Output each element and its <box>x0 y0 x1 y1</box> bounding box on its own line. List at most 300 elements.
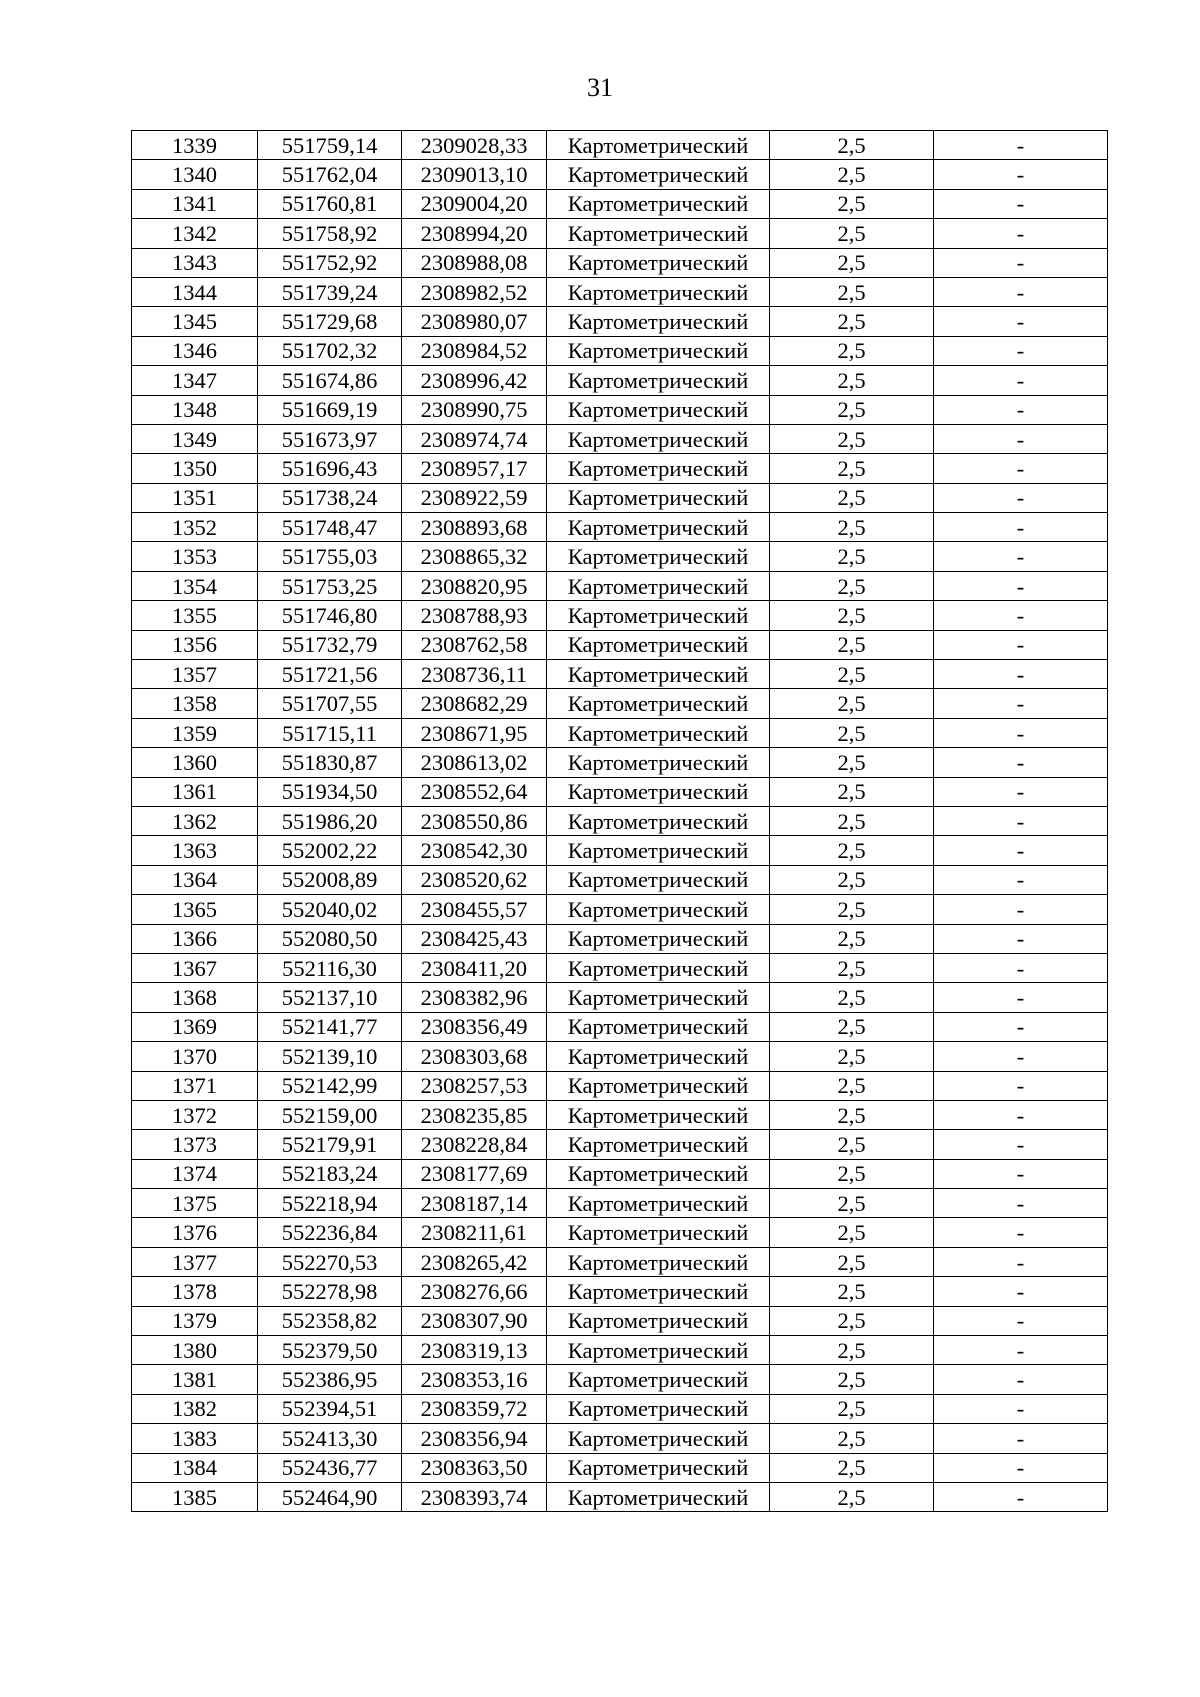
note-cell: - <box>934 1306 1108 1335</box>
accuracy-cell: 2,5 <box>770 601 934 630</box>
x-coordinate-cell: 552464,90 <box>258 1482 402 1511</box>
method-cell: Картометрический <box>547 1277 770 1306</box>
point-number-cell: 1361 <box>132 777 258 806</box>
note-cell: - <box>934 277 1108 306</box>
table-row <box>132 689 1108 718</box>
y-coordinate-cell: 2308820,95 <box>402 571 547 600</box>
accuracy-cell: 2,5 <box>770 953 934 982</box>
accuracy-cell: 2,5 <box>770 513 934 542</box>
point-number-cell: 1357 <box>132 660 258 689</box>
point-number-cell: 1352 <box>132 513 258 542</box>
y-coordinate-cell: 2308982,52 <box>402 277 547 306</box>
table-row <box>132 718 1108 747</box>
y-coordinate-cell: 2308177,69 <box>402 1159 547 1188</box>
accuracy-cell: 2,5 <box>770 1218 934 1247</box>
accuracy-cell: 2,5 <box>770 277 934 306</box>
accuracy-cell: 2,5 <box>770 131 934 160</box>
note-cell: - <box>934 836 1108 865</box>
table-row <box>132 1365 1108 1394</box>
table-row <box>132 1100 1108 1129</box>
table-row <box>132 865 1108 894</box>
y-coordinate-cell: 2308682,29 <box>402 689 547 718</box>
point-number-cell: 1339 <box>132 131 258 160</box>
y-coordinate-cell: 2308211,61 <box>402 1218 547 1247</box>
note-cell: - <box>934 1482 1108 1511</box>
point-number-cell: 1372 <box>132 1100 258 1129</box>
note-cell: - <box>934 689 1108 718</box>
point-number-cell: 1344 <box>132 277 258 306</box>
point-number-cell: 1365 <box>132 895 258 924</box>
table-row <box>132 1071 1108 1100</box>
y-coordinate-cell: 2308988,08 <box>402 248 547 277</box>
x-coordinate-cell: 551758,92 <box>258 219 402 248</box>
accuracy-cell: 2,5 <box>770 1189 934 1218</box>
point-number-cell: 1349 <box>132 424 258 453</box>
method-cell: Картометрический <box>547 395 770 424</box>
method-cell: Картометрический <box>547 1071 770 1100</box>
note-cell: - <box>934 748 1108 777</box>
note-cell: - <box>934 777 1108 806</box>
method-cell: Картометрический <box>547 513 770 542</box>
method-cell: Картометрический <box>547 160 770 189</box>
method-cell: Картометрический <box>547 836 770 865</box>
point-number-cell: 1358 <box>132 689 258 718</box>
point-number-cell: 1382 <box>132 1394 258 1423</box>
method-cell: Картометрический <box>547 1012 770 1041</box>
y-coordinate-cell: 2308520,62 <box>402 865 547 894</box>
note-cell: - <box>934 1100 1108 1129</box>
method-cell: Картометрический <box>547 189 770 218</box>
x-coordinate-cell: 552080,50 <box>258 924 402 953</box>
point-number-cell: 1384 <box>132 1453 258 1482</box>
note-cell: - <box>934 895 1108 924</box>
note-cell: - <box>934 983 1108 1012</box>
note-cell: - <box>934 924 1108 953</box>
accuracy-cell: 2,5 <box>770 806 934 835</box>
table-row <box>132 1336 1108 1365</box>
method-cell: Картометрический <box>547 131 770 160</box>
accuracy-cell: 2,5 <box>770 1336 934 1365</box>
x-coordinate-cell: 552358,82 <box>258 1306 402 1335</box>
method-cell: Картометрический <box>547 1424 770 1453</box>
method-cell: Картометрический <box>547 777 770 806</box>
point-number-cell: 1374 <box>132 1159 258 1188</box>
method-cell: Картометрический <box>547 660 770 689</box>
table-row <box>132 1424 1108 1453</box>
point-number-cell: 1340 <box>132 160 258 189</box>
method-cell: Картометрический <box>547 1365 770 1394</box>
x-coordinate-cell: 552413,30 <box>258 1424 402 1453</box>
note-cell: - <box>934 1277 1108 1306</box>
table-row <box>132 953 1108 982</box>
note-cell: - <box>934 1012 1108 1041</box>
accuracy-cell: 2,5 <box>770 395 934 424</box>
y-coordinate-cell: 2308613,02 <box>402 748 547 777</box>
x-coordinate-cell: 551755,03 <box>258 542 402 571</box>
point-number-cell: 1346 <box>132 336 258 365</box>
x-coordinate-cell: 552116,30 <box>258 953 402 982</box>
table-row <box>132 542 1108 571</box>
x-coordinate-cell: 551986,20 <box>258 806 402 835</box>
x-coordinate-cell: 552141,77 <box>258 1012 402 1041</box>
note-cell: - <box>934 1042 1108 1071</box>
note-cell: - <box>934 542 1108 571</box>
method-cell: Картометрический <box>547 1482 770 1511</box>
x-coordinate-cell: 552008,89 <box>258 865 402 894</box>
accuracy-cell: 2,5 <box>770 1482 934 1511</box>
accuracy-cell: 2,5 <box>770 1159 934 1188</box>
point-number-cell: 1348 <box>132 395 258 424</box>
method-cell: Картометрический <box>547 248 770 277</box>
y-coordinate-cell: 2308228,84 <box>402 1130 547 1159</box>
y-coordinate-cell: 2308893,68 <box>402 513 547 542</box>
accuracy-cell: 2,5 <box>770 336 934 365</box>
table-row <box>132 924 1108 953</box>
note-cell: - <box>934 454 1108 483</box>
y-coordinate-cell: 2308984,52 <box>402 336 547 365</box>
accuracy-cell: 2,5 <box>770 1042 934 1071</box>
y-coordinate-cell: 2308307,90 <box>402 1306 547 1335</box>
accuracy-cell: 2,5 <box>770 160 934 189</box>
accuracy-cell: 2,5 <box>770 307 934 336</box>
table-row <box>132 1306 1108 1335</box>
accuracy-cell: 2,5 <box>770 718 934 747</box>
point-number-cell: 1379 <box>132 1306 258 1335</box>
accuracy-cell: 2,5 <box>770 836 934 865</box>
y-coordinate-cell: 2308363,50 <box>402 1453 547 1482</box>
table-row <box>132 483 1108 512</box>
x-coordinate-cell: 551732,79 <box>258 630 402 659</box>
y-coordinate-cell: 2308974,74 <box>402 424 547 453</box>
x-coordinate-cell: 552142,99 <box>258 1071 402 1100</box>
x-coordinate-cell: 551721,56 <box>258 660 402 689</box>
x-coordinate-cell: 552183,24 <box>258 1159 402 1188</box>
y-coordinate-cell: 2308319,13 <box>402 1336 547 1365</box>
point-number-cell: 1373 <box>132 1130 258 1159</box>
x-coordinate-cell: 551762,04 <box>258 160 402 189</box>
accuracy-cell: 2,5 <box>770 1012 934 1041</box>
point-number-cell: 1363 <box>132 836 258 865</box>
method-cell: Картометрический <box>547 366 770 395</box>
y-coordinate-cell: 2308382,96 <box>402 983 547 1012</box>
accuracy-cell: 2,5 <box>770 542 934 571</box>
table-row <box>132 748 1108 777</box>
method-cell: Картометрический <box>547 1218 770 1247</box>
y-coordinate-cell: 2308235,85 <box>402 1100 547 1129</box>
coordinates-table <box>131 130 1108 1512</box>
point-number-cell: 1368 <box>132 983 258 1012</box>
y-coordinate-cell: 2308762,58 <box>402 630 547 659</box>
method-cell: Картометрический <box>547 689 770 718</box>
point-number-cell: 1385 <box>132 1482 258 1511</box>
x-coordinate-cell: 551752,92 <box>258 248 402 277</box>
table-row <box>132 277 1108 306</box>
note-cell: - <box>934 131 1108 160</box>
method-cell: Картометрический <box>547 277 770 306</box>
accuracy-cell: 2,5 <box>770 1100 934 1129</box>
point-number-cell: 1377 <box>132 1247 258 1276</box>
point-number-cell: 1351 <box>132 483 258 512</box>
y-coordinate-cell: 2308542,30 <box>402 836 547 865</box>
y-coordinate-cell: 2308393,74 <box>402 1482 547 1511</box>
table-row <box>132 806 1108 835</box>
note-cell: - <box>934 424 1108 453</box>
x-coordinate-cell: 551674,86 <box>258 366 402 395</box>
accuracy-cell: 2,5 <box>770 454 934 483</box>
point-number-cell: 1342 <box>132 219 258 248</box>
accuracy-cell: 2,5 <box>770 1394 934 1423</box>
y-coordinate-cell: 2308303,68 <box>402 1042 547 1071</box>
note-cell: - <box>934 1159 1108 1188</box>
accuracy-cell: 2,5 <box>770 689 934 718</box>
method-cell: Картометрический <box>547 307 770 336</box>
table-row <box>132 1277 1108 1306</box>
y-coordinate-cell: 2308356,94 <box>402 1424 547 1453</box>
table-row <box>132 189 1108 218</box>
point-number-cell: 1345 <box>132 307 258 336</box>
note-cell: - <box>934 513 1108 542</box>
table-row <box>132 160 1108 189</box>
y-coordinate-cell: 2308356,49 <box>402 1012 547 1041</box>
method-cell: Картометрический <box>547 1189 770 1218</box>
table-row <box>132 307 1108 336</box>
note-cell: - <box>934 1453 1108 1482</box>
method-cell: Картометрический <box>547 895 770 924</box>
y-coordinate-cell: 2308990,75 <box>402 395 547 424</box>
point-number-cell: 1375 <box>132 1189 258 1218</box>
x-coordinate-cell: 552179,91 <box>258 1130 402 1159</box>
note-cell: - <box>934 160 1108 189</box>
y-coordinate-cell: 2309028,33 <box>402 131 547 160</box>
x-coordinate-cell: 552270,53 <box>258 1247 402 1276</box>
method-cell: Картометрический <box>547 1042 770 1071</box>
note-cell: - <box>934 1365 1108 1394</box>
table-row <box>132 1482 1108 1511</box>
table-row <box>132 513 1108 542</box>
accuracy-cell: 2,5 <box>770 1247 934 1276</box>
method-cell: Картометрический <box>547 718 770 747</box>
x-coordinate-cell: 551830,87 <box>258 748 402 777</box>
accuracy-cell: 2,5 <box>770 483 934 512</box>
x-coordinate-cell: 551746,80 <box>258 601 402 630</box>
x-coordinate-cell: 551696,43 <box>258 454 402 483</box>
table-row <box>132 248 1108 277</box>
x-coordinate-cell: 551738,24 <box>258 483 402 512</box>
point-number-cell: 1343 <box>132 248 258 277</box>
x-coordinate-cell: 552137,10 <box>258 983 402 1012</box>
point-number-cell: 1350 <box>132 454 258 483</box>
method-cell: Картометрический <box>547 1394 770 1423</box>
table-row <box>132 424 1108 453</box>
table-row <box>132 1042 1108 1071</box>
note-cell: - <box>934 1071 1108 1100</box>
point-number-cell: 1369 <box>132 1012 258 1041</box>
y-coordinate-cell: 2309013,10 <box>402 160 547 189</box>
table-row <box>132 630 1108 659</box>
x-coordinate-cell: 552139,10 <box>258 1042 402 1071</box>
x-coordinate-cell: 552436,77 <box>258 1453 402 1482</box>
method-cell: Картометрический <box>547 806 770 835</box>
point-number-cell: 1341 <box>132 189 258 218</box>
y-coordinate-cell: 2308276,66 <box>402 1277 547 1306</box>
x-coordinate-cell: 552386,95 <box>258 1365 402 1394</box>
note-cell: - <box>934 660 1108 689</box>
point-number-cell: 1362 <box>132 806 258 835</box>
x-coordinate-cell: 551673,97 <box>258 424 402 453</box>
x-coordinate-cell: 551669,19 <box>258 395 402 424</box>
accuracy-cell: 2,5 <box>770 630 934 659</box>
table-row <box>132 219 1108 248</box>
note-cell: - <box>934 571 1108 600</box>
note-cell: - <box>934 1424 1108 1453</box>
table-row <box>132 131 1108 160</box>
point-number-cell: 1359 <box>132 718 258 747</box>
method-cell: Картометрический <box>547 601 770 630</box>
table-body <box>132 131 1108 1512</box>
table-row <box>132 1247 1108 1276</box>
x-coordinate-cell: 551748,47 <box>258 513 402 542</box>
note-cell: - <box>934 718 1108 747</box>
note-cell: - <box>934 248 1108 277</box>
note-cell: - <box>934 307 1108 336</box>
note-cell: - <box>934 336 1108 365</box>
accuracy-cell: 2,5 <box>770 571 934 600</box>
accuracy-cell: 2,5 <box>770 1130 934 1159</box>
note-cell: - <box>934 806 1108 835</box>
accuracy-cell: 2,5 <box>770 865 934 894</box>
point-number-cell: 1360 <box>132 748 258 777</box>
table-row <box>132 983 1108 1012</box>
table-row <box>132 601 1108 630</box>
method-cell: Картометрический <box>547 454 770 483</box>
table-row <box>132 836 1108 865</box>
x-coordinate-cell: 552278,98 <box>258 1277 402 1306</box>
method-cell: Картометрический <box>547 424 770 453</box>
x-coordinate-cell: 551702,32 <box>258 336 402 365</box>
accuracy-cell: 2,5 <box>770 366 934 395</box>
x-coordinate-cell: 551707,55 <box>258 689 402 718</box>
method-cell: Картометрический <box>547 1247 770 1276</box>
table-row <box>132 1130 1108 1159</box>
method-cell: Картометрический <box>547 336 770 365</box>
method-cell: Картометрический <box>547 1159 770 1188</box>
method-cell: Картометрический <box>547 865 770 894</box>
accuracy-cell: 2,5 <box>770 777 934 806</box>
point-number-cell: 1354 <box>132 571 258 600</box>
method-cell: Картометрический <box>547 748 770 777</box>
y-coordinate-cell: 2308922,59 <box>402 483 547 512</box>
method-cell: Картометрический <box>547 953 770 982</box>
x-coordinate-cell: 551760,81 <box>258 189 402 218</box>
x-coordinate-cell: 552394,51 <box>258 1394 402 1423</box>
point-number-cell: 1376 <box>132 1218 258 1247</box>
x-coordinate-cell: 552040,02 <box>258 895 402 924</box>
table-row <box>132 1012 1108 1041</box>
x-coordinate-cell: 551739,24 <box>258 277 402 306</box>
y-coordinate-cell: 2308425,43 <box>402 924 547 953</box>
point-number-cell: 1366 <box>132 924 258 953</box>
y-coordinate-cell: 2308265,42 <box>402 1247 547 1276</box>
table-row <box>132 777 1108 806</box>
method-cell: Картометрический <box>547 1100 770 1129</box>
y-coordinate-cell: 2308411,20 <box>402 953 547 982</box>
accuracy-cell: 2,5 <box>770 924 934 953</box>
note-cell: - <box>934 1130 1108 1159</box>
y-coordinate-cell: 2308865,32 <box>402 542 547 571</box>
note-cell: - <box>934 601 1108 630</box>
x-coordinate-cell: 551729,68 <box>258 307 402 336</box>
accuracy-cell: 2,5 <box>770 424 934 453</box>
table-row <box>132 336 1108 365</box>
table-row <box>132 1218 1108 1247</box>
point-number-cell: 1383 <box>132 1424 258 1453</box>
point-number-cell: 1356 <box>132 630 258 659</box>
method-cell: Картометрический <box>547 983 770 1012</box>
note-cell: - <box>934 219 1108 248</box>
y-coordinate-cell: 2308359,72 <box>402 1394 547 1423</box>
x-coordinate-cell: 552218,94 <box>258 1189 402 1218</box>
note-cell: - <box>934 1189 1108 1218</box>
note-cell: - <box>934 366 1108 395</box>
accuracy-cell: 2,5 <box>770 983 934 1012</box>
y-coordinate-cell: 2308957,17 <box>402 454 547 483</box>
accuracy-cell: 2,5 <box>770 1071 934 1100</box>
method-cell: Картометрический <box>547 483 770 512</box>
note-cell: - <box>934 953 1108 982</box>
note-cell: - <box>934 1218 1108 1247</box>
note-cell: - <box>934 1336 1108 1365</box>
y-coordinate-cell: 2308736,11 <box>402 660 547 689</box>
method-cell: Картометрический <box>547 1130 770 1159</box>
y-coordinate-cell: 2308187,14 <box>402 1189 547 1218</box>
x-coordinate-cell: 552379,50 <box>258 1336 402 1365</box>
note-cell: - <box>934 1247 1108 1276</box>
accuracy-cell: 2,5 <box>770 1277 934 1306</box>
x-coordinate-cell: 552236,84 <box>258 1218 402 1247</box>
table-row <box>132 366 1108 395</box>
method-cell: Картометрический <box>547 571 770 600</box>
accuracy-cell: 2,5 <box>770 660 934 689</box>
table-row <box>132 1394 1108 1423</box>
table-row <box>132 395 1108 424</box>
point-number-cell: 1353 <box>132 542 258 571</box>
table-row <box>132 571 1108 600</box>
method-cell: Картометрический <box>547 1306 770 1335</box>
note-cell: - <box>934 189 1108 218</box>
point-number-cell: 1371 <box>132 1071 258 1100</box>
point-number-cell: 1367 <box>132 953 258 982</box>
method-cell: Картометрический <box>547 1336 770 1365</box>
y-coordinate-cell: 2308455,57 <box>402 895 547 924</box>
table-row <box>132 454 1108 483</box>
note-cell: - <box>934 865 1108 894</box>
table-row <box>132 1453 1108 1482</box>
y-coordinate-cell: 2308788,93 <box>402 601 547 630</box>
point-number-cell: 1378 <box>132 1277 258 1306</box>
point-number-cell: 1380 <box>132 1336 258 1365</box>
point-number-cell: 1364 <box>132 865 258 894</box>
y-coordinate-cell: 2308550,86 <box>402 806 547 835</box>
x-coordinate-cell: 552002,22 <box>258 836 402 865</box>
method-cell: Картометрический <box>547 630 770 659</box>
x-coordinate-cell: 551715,11 <box>258 718 402 747</box>
table-row <box>132 1159 1108 1188</box>
y-coordinate-cell: 2308996,42 <box>402 366 547 395</box>
accuracy-cell: 2,5 <box>770 895 934 924</box>
note-cell: - <box>934 1394 1108 1423</box>
method-cell: Картометрический <box>547 924 770 953</box>
point-number-cell: 1370 <box>132 1042 258 1071</box>
